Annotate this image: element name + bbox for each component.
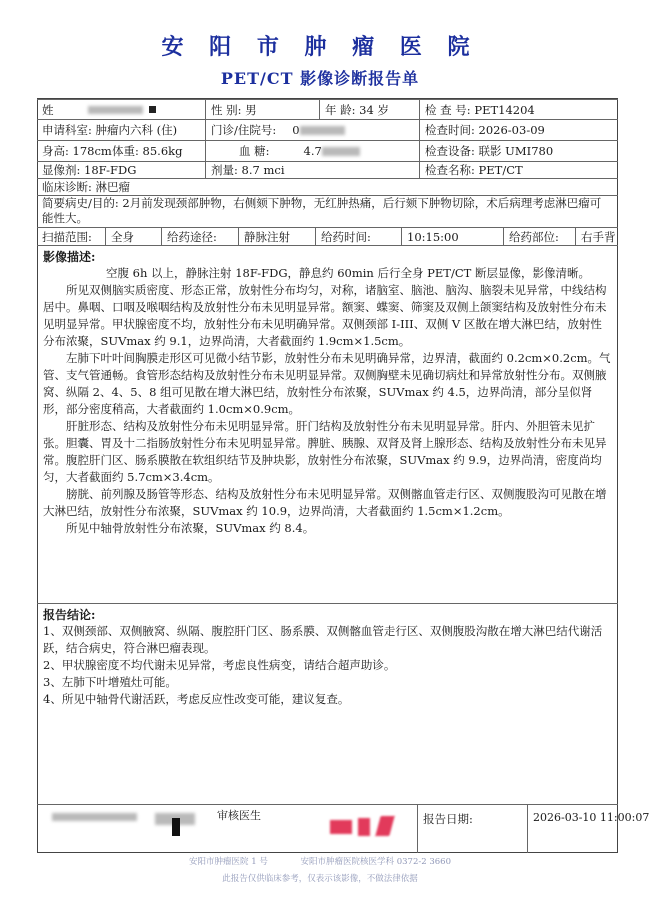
redacted-glucose	[322, 147, 360, 156]
stamp-mark-icon	[330, 820, 352, 834]
time-value: 10:15:00	[401, 228, 503, 245]
reviewer-label: 审核医生	[217, 809, 261, 822]
conclusion-item: 3、左肺下叶增殖灶可能。	[43, 675, 177, 689]
exam-no-cell: 检 查 号: PET14204	[419, 100, 618, 119]
date-label-cell: 报告日期:	[417, 805, 527, 853]
stamp-mark-icon	[358, 818, 370, 836]
conclusion-item: 1、双侧颈部、双侧腋窝、纵隔、腹腔肝门区、肠系膜、双侧髂血管走行区、双侧腹股沟散在增大淋巴结代谢活跃，结合病史，符合淋巴瘤表现。	[43, 624, 603, 655]
clinic-cell	[205, 120, 419, 140]
findings-paragraph: 空腹 6h 以上，静脉注射 18F-FDG，静息约 60min 后行全身 PET/CT 断层显像，影像清晰。	[106, 266, 590, 280]
dose-cell: 剂量: 8.7 mci	[205, 162, 419, 178]
findings-label: 影像描述:	[43, 250, 96, 264]
diagnosis-cell: 临床诊断: 淋巴瘤	[42, 180, 131, 194]
diagnosis-row	[37, 179, 618, 196]
conclusion-item: 2、甲状腺密度不均代谢未见异常，考虑良性病变，请结合超声助诊。	[43, 658, 396, 672]
footer-phone: 安阳市肿瘤医院核医学科 0372-2 3660	[300, 857, 451, 867]
footer-note: 此报告仅供临床参考，仅表示该影像，不做法律依据	[222, 874, 418, 884]
scan-row	[37, 228, 618, 246]
history-row	[37, 196, 618, 228]
findings-paragraph: 左肺下叶叶间胸膜走形区可见微小结节影，放射性分布未见明确异常，边界清，截面约 0.2cm×0.2cm。气管、支气管通畅。食管形态结构及放射性分布未见明显异常。双侧胸壁未见确切病灶和异常放射性分布。双侧腋窝、纵隔 2、4、5、8 组可见散在增大淋巴结，放射性分布浓聚，SUVmax 约 4.5，边界尚清，部分呈似肾形，部分密度稍高，大者截面约 1.0cm×0.9cm。	[43, 351, 611, 416]
findings-paragraph: 所见中轴骨放射性分布浓聚，SUVmax 约 8.4。	[66, 521, 315, 535]
height-cell: 身高: 178cm	[42, 144, 112, 158]
findings-section	[37, 248, 618, 537]
conclusion-divider	[37, 603, 618, 604]
report-title: PET/CT 影像诊断报告单	[220, 69, 420, 88]
patient-row-4	[37, 162, 618, 179]
clinic-label: 门诊/住院号:	[211, 123, 277, 137]
exam-name-cell: 检查名称: PET/CT	[419, 162, 618, 178]
sign-row	[37, 804, 649, 853]
site-label: 给药部位:	[503, 228, 575, 245]
clinic-value: 0	[292, 123, 300, 137]
scan-range-label: 扫描范围:	[42, 229, 92, 244]
route-value: 静脉注射	[238, 228, 315, 245]
footer-line-1	[0, 855, 640, 867]
date-value-cell: 2026-03-10 11:00:07	[527, 805, 618, 853]
redacted-doctor	[52, 813, 137, 821]
glucose-value: 4.7	[303, 144, 322, 158]
time-label: 给药时间:	[315, 228, 401, 245]
scan-range-value: 全身	[105, 228, 161, 245]
redacted-clinic-no	[300, 126, 345, 135]
name-label: 姓	[42, 102, 54, 117]
footer-address: 安阳市肿瘤医院 1 号	[189, 857, 268, 867]
site-value: 右手背	[575, 228, 618, 245]
agent-cell: 显像剂: 18F-FDG	[42, 163, 137, 177]
glucose-cell	[205, 141, 419, 161]
conclusion-label: 报告结论:	[43, 608, 96, 622]
dept-cell: 申请科室: 肿瘤内六科 (住)	[42, 123, 178, 137]
patient-row-2	[37, 120, 618, 141]
conclusion-section	[37, 606, 618, 708]
age-cell: 年 龄: 34 岁	[319, 100, 419, 119]
name-cell	[37, 100, 205, 119]
patient-row-3	[37, 141, 618, 162]
exam-time-cell: 检查时间: 2026-03-09	[419, 120, 618, 140]
glucose-label: 血 糖:	[239, 144, 270, 158]
weight-cell: 体重: 85.6kg	[112, 144, 183, 158]
device-cell: 检查设备: 联影 UMI780	[419, 141, 618, 161]
redaction-mark	[172, 818, 180, 836]
patient-row-1	[37, 99, 618, 120]
route-label: 给药途径:	[161, 228, 238, 245]
redacted-name	[88, 106, 143, 114]
sex-cell: 性 别: 男	[205, 100, 319, 119]
history-text: 简要病史/目的: 2月前发现颈部肿物，右侧颏下肿物，无红肿热痛，后行颏下肿物切除，术后病理考虑淋巴瘤可能性大。	[42, 196, 602, 225]
findings-paragraph: 肝脏形态、结构及放射性分布未见明显异常。肝门结构及放射性分布未见明显异常。肝内、外胆管未见扩张。胆囊、胃及十二指肠放射性分布未见明显异常。脾脏、胰腺、双肾及肾上腺形态、结构及放射性分布未见异常。腹腔肝门区、肠系膜散在软组织结节及肿块影，放射性分布浓聚，SUVmax 约 9.9，边界尚清，密度尚均匀，大者截面约 5.7cm×3.4cm。	[43, 419, 607, 484]
findings-paragraph: 所见双侧脑实质密度、形态正常，放射性分布均匀，对称，诸脑室、脑池、脑沟、脑裂未见异常，中线结构居中。鼻咽、口咽及喉咽结构及放射性分布未见明显异常。额窦、蝶窦、筛窦及双侧上颌窦结构及放射性分布未见明显异常。甲状腺密度不均，放射性分布未见明确异常。双侧颈部 I-III、双侧 V 区散在增大淋巴结，放射性分布浓聚，SUVmax 约 9.1，边界尚清，大者截面约 1.9cm×1.5cm。	[43, 283, 607, 348]
findings-paragraph: 膀胱、前列腺及肠管等形态、结构及放射性分布未见明显异常。双侧髂血管走行区、双侧腹股沟可见散在增大淋巴结，放射性分布浓聚，SUVmax 约 10.9，边界尚清，大者截面约 1.5cm×1.2cm。	[43, 487, 607, 518]
conclusion-item: 4、所见中轴骨代谢活跃，考虑反应性改变可能，建议复查。	[43, 692, 350, 706]
redaction-mark	[149, 106, 156, 113]
hospital-name: 安 阳 市 肿 瘤 医 院	[161, 35, 479, 60]
